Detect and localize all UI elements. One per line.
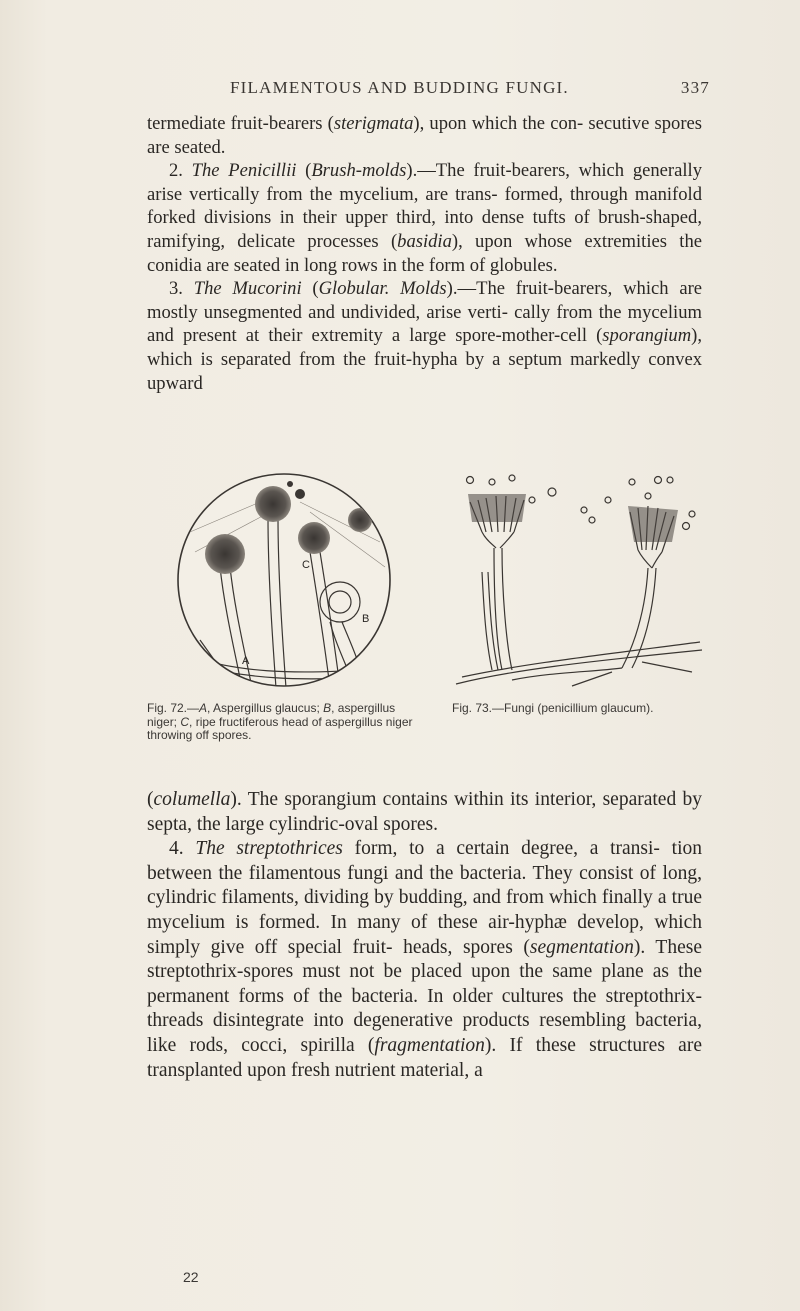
figure-72-caption: Fig. 72.—A, Aspergillus glaucus; B, aspergillus niger; C, ripe fructiferous head of aspergillus niger throwing off spores. [147,701,413,742]
figure-73-caption: Fig. 73.—Fungi (penicillium glaucum). [452,701,654,715]
paragraph-penicillii: 2. The Penicillii (Brush-molds).—The fruit-bearers, which generally arise vertically from the mycelium, are trans- formed, through manifold forked divisions in their upper third, into dense tufts of brush-shaped, ramifying, delicate processes (basidia), upon whose extremities the conidia are seated in long rows in the form of globules. [147,160,702,276]
fig72-label-b: B [362,613,370,625]
page-number: 337 [680,78,710,97]
fig72-label-a: A [242,655,250,667]
top-text-block [147,112,702,395]
penicillium-drawing [452,472,704,688]
figure-72-illustration [150,472,422,688]
signature-folio: 22 [183,1269,199,1285]
running-head-title: FILAMENTOUS AND BUDDING FUNGI. [230,78,569,97]
paragraph-mucorini: 3. The Mucorini (Globular. Molds).—The fruit-bearers, which are mostly unsegmented and undivided, arise verti- cally from the mycelium and present at their extremity a large spore-mother-cell (sporangium), which is separated from the fruit-hypha by a septum markedly convex upward [147,278,703,394]
paragraph-columella: (columella). The sporangium contains within its interior, separated by septa, the large cylindric-oval spores. [147,789,702,835]
paragraph-sterigmata: termediate fruit-bearers (sterigmata), upon which the con- secutive spores are seated. [147,113,702,158]
bottom-text-block [147,788,702,1083]
aspergillus-drawing [150,472,422,688]
fig72-label-c: C [302,559,310,571]
paragraph-streptothrices: 4. The streptothrices form, to a certain degree, a transi- tion between the filamentous fungi and the bacteria. They consist of long, cylindric filaments, dividing by budding, and from which finally a true mycelium is formed. In many of these air-hyphæ develop, which simply give off special fruit- heads, spores (segmentation). These streptothrix-spores must not be placed upon the same plane as the permanent forms of the bacteria. In older cultures the streptothrix- threads disintegrate into degenerative products resembling bacteria, like rods, cocci, spirilla (fragmentation). If these structures are transplanted upon fresh nutrient material, a [147,838,702,1081]
figure-73-illustration [452,472,704,688]
